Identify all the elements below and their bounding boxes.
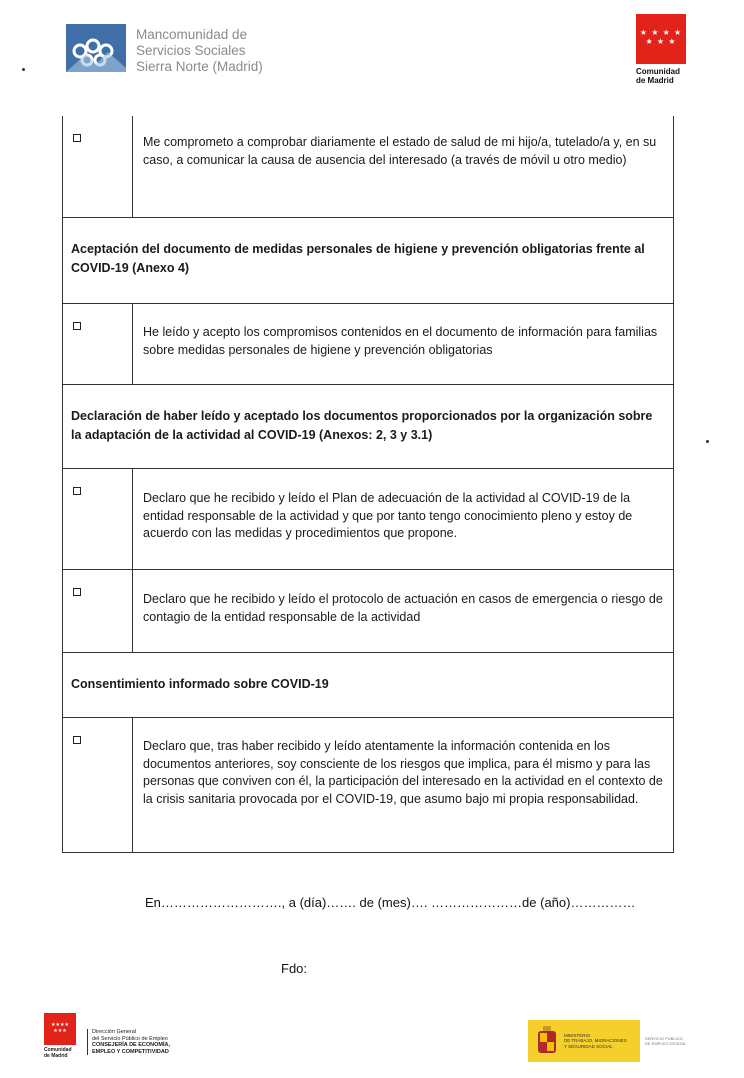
cam-label-line: Comunidad xyxy=(44,1047,72,1053)
checkbox[interactable] xyxy=(73,588,81,596)
checkbox[interactable] xyxy=(73,322,81,330)
checkbox-cell xyxy=(63,304,133,384)
dept-line: Dirección General xyxy=(92,1029,137,1035)
cam-label-line: de Madrid xyxy=(44,1053,68,1059)
checkbox-cell xyxy=(63,469,133,569)
section-heading: Aceptación del documento de medidas personales de higiene y prevención obligatorias frente al COVID-19 (Anexo 4) xyxy=(63,217,673,303)
ministry-line: MINISTERIO xyxy=(564,1032,591,1038)
cam-label-line: Comunidad xyxy=(636,67,680,76)
dept-line: EMPLEO Y COMPETITIVIDAD xyxy=(92,1048,169,1055)
checkbox-cell xyxy=(63,570,133,652)
row-text: He leído y acepto los compromisos contenidos en el documento de información para familias sobre medidas personales de higiene y prevención obligatorias xyxy=(143,325,658,357)
mancomunidad-name xyxy=(136,27,263,75)
consent-form-table xyxy=(62,116,674,853)
coat-of-arms-icon xyxy=(534,1025,560,1057)
cam-label-line: de Madrid xyxy=(636,76,674,85)
org-line: Mancomunidad de xyxy=(136,27,248,42)
checkbox-cell xyxy=(63,116,133,217)
org-line: Sierra Norte (Madrid) xyxy=(136,59,263,74)
madrid-flag-icon: ★ ★ ★ ★ ★ ★ ★ xyxy=(636,14,686,64)
informed-consent-row xyxy=(63,717,673,852)
plan-declaration-row xyxy=(63,468,673,569)
footer-department xyxy=(87,1029,170,1055)
scan-speck xyxy=(22,68,25,71)
dept-line: del Servicio Público de Empleo xyxy=(92,1035,168,1042)
checkbox-cell xyxy=(63,718,133,852)
org-line: Servicios Sociales xyxy=(136,43,246,58)
comunidad-madrid-logo xyxy=(636,14,686,88)
footer-comunidad-madrid-logo xyxy=(44,1013,80,1061)
row-text: Declaro que, tras haber recibido y leído atentamente la información contenida en los documentos anteriores, soy consciente de los riesgos que implica, para él mismo y para las personas que conviven con él, la participación del interesado en la actividad en el contexto de la crisis sanitaria provocada por el COVID-19, que asumo bajo mi propia responsabilidad. xyxy=(143,739,663,806)
scan-speck xyxy=(706,440,709,443)
commitment-row xyxy=(63,116,673,217)
place-date-line[interactable]: En………………………., a (día)……. de (mes)…. …………………de (año)…………… xyxy=(145,895,636,910)
protocol-declaration-row xyxy=(63,569,673,652)
row-text: Me comprometo a comprobar diariamente el estado de salud de mi hijo/a, tutelado/a y, en su caso, a comunicar la causa de ausencia del interesado (a través de móvil u otro medio) xyxy=(143,135,657,167)
row-text: Declaro que he recibido y leído el Plan de adecuación de la actividad al COVID-19 de la entidad responsable de la actividad y que por tanto tengo conocimiento pleno y estoy de acuerdo con las medidas y procedimientos que propone. xyxy=(143,491,633,540)
ministry-line: Y SEGURIDAD SOCIAL xyxy=(564,1043,613,1049)
section-heading: Declaración de haber leído y aceptado los documentos proporcionados por la organización sobre la adaptación de la actividad al COVID-19 (Anexos: 2, 3 y 3.1) xyxy=(63,384,673,468)
ministry-line: DE TRABAJO, MIGRACIONES xyxy=(564,1038,627,1044)
checkbox[interactable] xyxy=(73,487,81,495)
row-text: Declaro que he recibido y leído el protocolo de actuación en casos de emergencia o riesgo de contagio de la entidad responsable de la actividad xyxy=(143,592,663,624)
dept-line: CONSEJERÍA DE ECONOMÍA, xyxy=(92,1042,171,1048)
ministry-side-text xyxy=(645,1036,686,1046)
signature-label: Fdo: xyxy=(281,961,308,976)
section-heading: Consentimiento informado sobre COVID-19 xyxy=(63,652,673,717)
acceptance-row xyxy=(63,303,673,384)
ministry-side-line: SERVICIO PÚBLICO xyxy=(645,1036,683,1041)
ministry-logo xyxy=(528,1020,640,1062)
checkbox[interactable] xyxy=(73,134,81,142)
madrid-flag-icon: ★★★★ ★★★ xyxy=(44,1013,76,1045)
mancomunidad-logo xyxy=(66,24,126,72)
checkbox[interactable] xyxy=(73,736,81,744)
ministry-side-line: DE EMPLEO ESTATAL xyxy=(645,1041,687,1046)
